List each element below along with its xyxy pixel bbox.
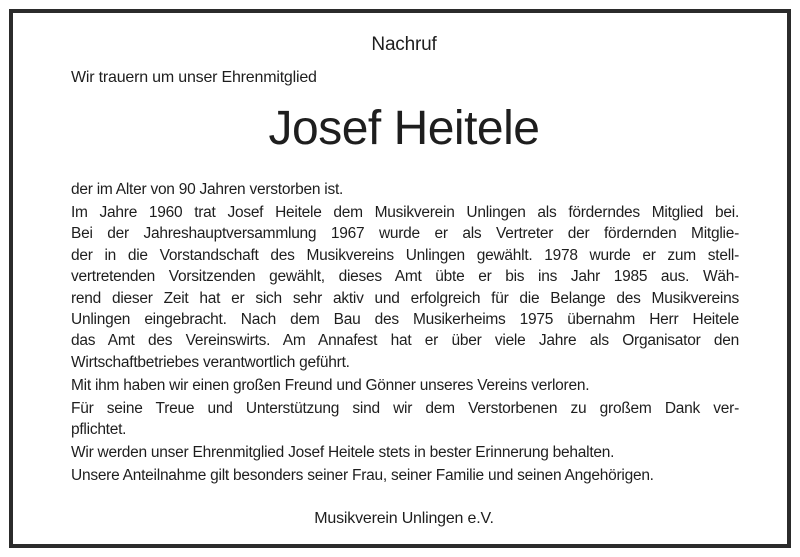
body-paragraph (71, 179, 739, 200)
body-line: Mit ihm haben wir einen großen Freund und Gönner unseres Vereins verloren. (71, 376, 590, 394)
body-line: der im Alter von 90 Jahren verstorben ist. (71, 181, 344, 198)
body-line: Wirtschaftbetriebes verantwortlich geführt. (71, 353, 350, 371)
body-line: Unlingen eingebracht. Nach dem Bau des Musikerheims 1975 übernahm Herr Heitele (71, 310, 739, 328)
body-paragraph (71, 398, 739, 441)
notice-body (71, 179, 739, 486)
body-paragraph (71, 442, 739, 463)
body-paragraph (71, 375, 739, 396)
deceased-name: Josef Heitele (268, 102, 540, 155)
body-line: Im Jahre 1960 trat Josef Heitele dem Musikverein Unlingen als förderndes Mitglied bei. (71, 203, 739, 221)
signature: Musikverein Unlingen e.V. (314, 510, 494, 527)
body-line: der in die Vorstandschaft des Musikvereins Unlingen gewählt. 1978 wurde er zum stell- (71, 246, 739, 264)
body-line: Bei der Jahreshauptversammlung 1967 wurde er als Vertreter der fördernden Mitglie- (71, 225, 739, 243)
body-line: Wir werden unser Ehrenmitglied Josef Heitele stets in bester Erinnerung behalten. (71, 443, 615, 461)
body-line: das Amt des Vereinswirts. Am Annafest hat er über viele Jahre als Organisator den (71, 332, 739, 350)
body-line: vertretenden Vorsitzenden gewählt, dieses Amt übte er bis ins Jahr 1985 aus. Wäh- (71, 268, 739, 286)
body-paragraph (71, 202, 739, 373)
body-line: Unsere Anteilnahme gilt besonders seiner Frau, seiner Familie und seinen Angehörigen. (71, 466, 654, 484)
notice-heading: Nachruf (371, 34, 437, 55)
obituary-notice (9, 9, 791, 548)
body-line: pflichtet. (71, 420, 127, 438)
body-paragraph (71, 465, 739, 486)
body-line: rend dieser Zeit hat er sich sehr aktiv und erfolgreich für die Belange des Musikvereins (71, 289, 739, 307)
body-line: Für seine Treue und Unterstützung sind wir dem Verstorbenen zu großem Dank ver- (71, 399, 739, 417)
intro-line: Wir trauern um unser Ehrenmitglied (71, 69, 317, 86)
